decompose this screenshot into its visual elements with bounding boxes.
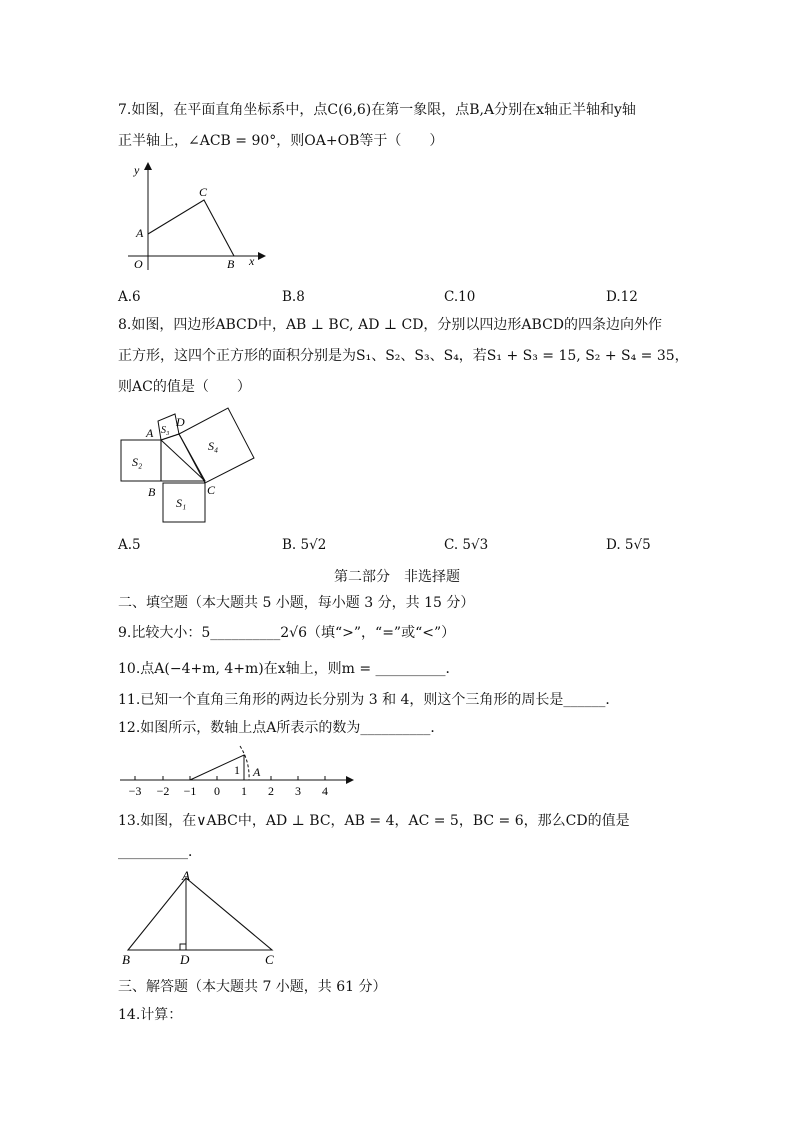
q8-choice-b[interactable]: B. 5√2 (282, 537, 327, 553)
q8-s4-label: S₄ (208, 439, 219, 453)
q7-a-label: A (136, 226, 144, 240)
q7-line2: 正半轴上，∠ACB = 90°，则OA+OB等于（ ） (118, 133, 444, 149)
q12-tick-label: −3 (128, 784, 142, 798)
q10-text: 10.点A(−4+m, 4+m)在x轴上，则m = __________． (118, 661, 460, 677)
q13-d-label: D (180, 952, 190, 967)
q7-x-label: x (249, 254, 255, 268)
q8-choice-c[interactable]: C. 5√3 (444, 537, 489, 553)
q12-tick-label: 3 (295, 784, 301, 798)
q8-choice-d[interactable]: D. 5√5 (606, 537, 651, 553)
q8-s2-label: S₂ (132, 455, 143, 469)
q12-text: 12.如图所示，数轴上点A所表示的数为__________． (118, 720, 445, 736)
q8-s3-label: S₃ (161, 425, 170, 436)
q12-tick-label: −2 (156, 784, 170, 798)
q7-y-label: y (134, 163, 140, 177)
q12-number-line (118, 742, 360, 800)
q13-line2: __________． (118, 844, 202, 860)
q8-line2: 正方形，这四个正方形的面积分别是为S₁、S₂、S₃、S₄，若S₁ + S₃ = 15, S₂ + S₄ = 35， (118, 348, 689, 364)
q8-figure (118, 400, 263, 527)
q13-c-label: C (265, 952, 274, 967)
q9-text: 9.比较大小：5__________2√6（填“>”，“=”或“<”） (118, 625, 456, 641)
q8-choices (118, 537, 678, 557)
q7-choices (118, 289, 678, 309)
q7-choice-c[interactable]: C.10 (444, 289, 476, 305)
q8-line3: 则AC的值是（ ） (118, 379, 251, 395)
q7-choice-b[interactable]: B.8 (282, 289, 305, 305)
q8-b-label: B (148, 485, 156, 499)
section2-title: 二、填空题（本大题共 5 小题，每小题 3 分，共 15 分） (118, 595, 475, 611)
q12-a-label: A (253, 765, 261, 779)
q7-o-label: O (134, 257, 143, 271)
part2-title: 第二部分 非选择题 (334, 569, 460, 585)
q13-b-label: B (122, 952, 130, 967)
q13-line1: 13.如图，在∨ABC中，AD ⊥ BC，AB = 4，AC = 5，BC = 6，那么CD的值是 (118, 813, 630, 829)
q7-b-label: B (227, 257, 235, 271)
q8-a-label: A (146, 426, 154, 440)
q12-tick-label: 0 (214, 784, 220, 798)
q8-d-label: D (176, 415, 185, 429)
q12-tick-label: 1 (241, 784, 247, 798)
q13-figure (116, 866, 286, 970)
q8-line1: 8.如图，四边形ABCD中，AB ⊥ BC, AD ⊥ CD，分别以四边形ABCD的四条边向外作 (118, 317, 663, 333)
q7-figure (118, 158, 278, 273)
q8-s1-label: S₁ (176, 496, 187, 510)
q14-text: 14.计算： (118, 1007, 183, 1023)
q12-tick-label: −1 (183, 784, 197, 798)
q7-choice-d[interactable]: D.12 (606, 289, 638, 305)
q13-a-label: A (182, 868, 190, 883)
q8-choice-a[interactable]: A.5 (118, 537, 141, 553)
q7-choice-a[interactable]: A.6 (118, 289, 141, 305)
section3-title: 三、解答题（本大题共 7 小题，共 61 分） (118, 979, 387, 995)
q12-tick-label: 4 (322, 784, 328, 798)
q12-tick-label: 2 (268, 784, 274, 798)
q7-c-label: C (199, 185, 208, 199)
q11-text: 11.已知一个直角三角形的两边长分别为 3 和 4，则这个三角形的周长是______． (118, 692, 620, 708)
q12-height-label: 1 (234, 763, 240, 777)
q7-line1: 7.如图，在平面直角坐标系中，点C(6,6)在第一象限，点B,A分别在x轴正半轴和y轴 (118, 102, 636, 118)
q8-c-label: C (207, 483, 216, 497)
